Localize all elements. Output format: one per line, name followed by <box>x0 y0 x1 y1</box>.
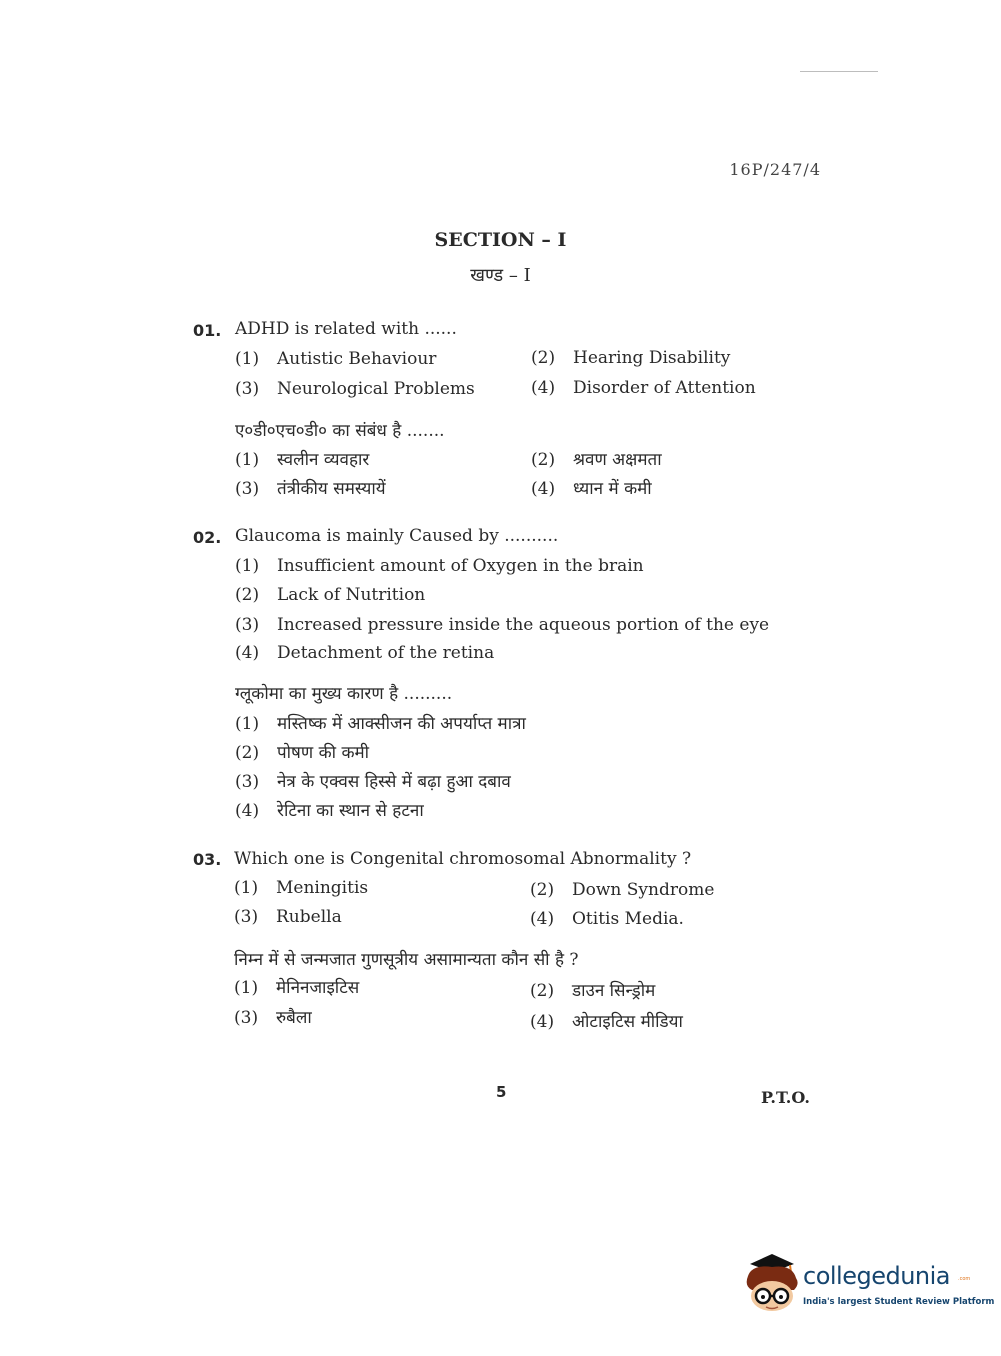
page-number: 5 <box>496 1083 507 1101</box>
question-number: 02. <box>193 528 222 547</box>
section-title-hindi: खण्ड – I <box>470 265 531 286</box>
option: (3) Neurological Problems <box>235 379 475 399</box>
option-hindi: (3) नेत्र के एक्वस हिस्से में बढ़ा हुआ दबाव <box>235 772 511 792</box>
question-number: 01. <box>193 321 222 340</box>
option: (1) Meningitis <box>234 878 369 898</box>
option-hindi: (4) ध्यान में कमी <box>531 479 652 499</box>
question-text: Glaucoma is mainly Caused by .......... <box>235 526 559 546</box>
section-title: SECTION – I <box>434 229 567 251</box>
question-text-hindi: ए०डी०एच०डी० का संबंध है ....... <box>235 421 445 441</box>
option-hindi: (1) मेनिनजाइटिस <box>234 978 360 998</box>
option-hindi: (3) रुबैला <box>234 1008 312 1028</box>
brand-tagline: India's largest Student Review Platform <box>803 1297 995 1307</box>
option: (3) Increased pressure inside the aqueous portion of the eye <box>235 615 770 635</box>
option-hindi: (2) डाउन सिन्ड्रोम <box>530 981 656 1001</box>
question-text-hindi: ग्लूकोमा का मुख्य कारण है ......... <box>235 684 453 704</box>
pto-label: P.T.O. <box>761 1088 810 1107</box>
option: (2) Lack of Nutrition <box>235 585 426 605</box>
option: (4) Disorder of Attention <box>531 378 756 398</box>
question-number: 03. <box>193 850 222 869</box>
option: (4) Otitis Media. <box>530 909 684 929</box>
option-hindi: (2) श्रवण अक्षमता <box>531 450 662 470</box>
brand-name: collegedunia <box>803 1262 951 1290</box>
question-text: ADHD is related with ...... <box>235 319 457 339</box>
option: (2) Hearing Disability <box>531 348 731 368</box>
paper-code: 16P/247/4 <box>729 160 821 179</box>
option-hindi: (2) पोषण की कमी <box>235 743 370 763</box>
option-hindi: (3) तंत्रीकीय समस्यायें <box>235 479 386 499</box>
question-text-hindi: निम्न में से जन्मजात गुणसूत्रीय असामान्यता कौन सी है ? <box>234 950 579 970</box>
question-text: Which one is Congenital chromosomal Abnormality ? <box>234 849 692 869</box>
top-rule <box>800 71 878 72</box>
option: (4) Detachment of the retina <box>235 643 495 663</box>
option: (1) Insufficient amount of Oxygen in the brain <box>235 556 644 576</box>
option-hindi: (4) ओटाइटिस मीडिया <box>530 1012 683 1032</box>
option: (1) Autistic Behaviour <box>235 349 437 369</box>
option-hindi: (4) रेटिना का स्थान से हटना <box>235 801 424 821</box>
brand-suffix: .com <box>958 1276 971 1282</box>
option: (2) Down Syndrome <box>530 880 715 900</box>
option-hindi: (1) स्वलीन व्यवहार <box>235 450 370 470</box>
option: (3) Rubella <box>234 907 342 927</box>
option-hindi: (1) मस्तिष्क में आक्सीजन की अपर्याप्त मात्रा <box>235 714 526 734</box>
